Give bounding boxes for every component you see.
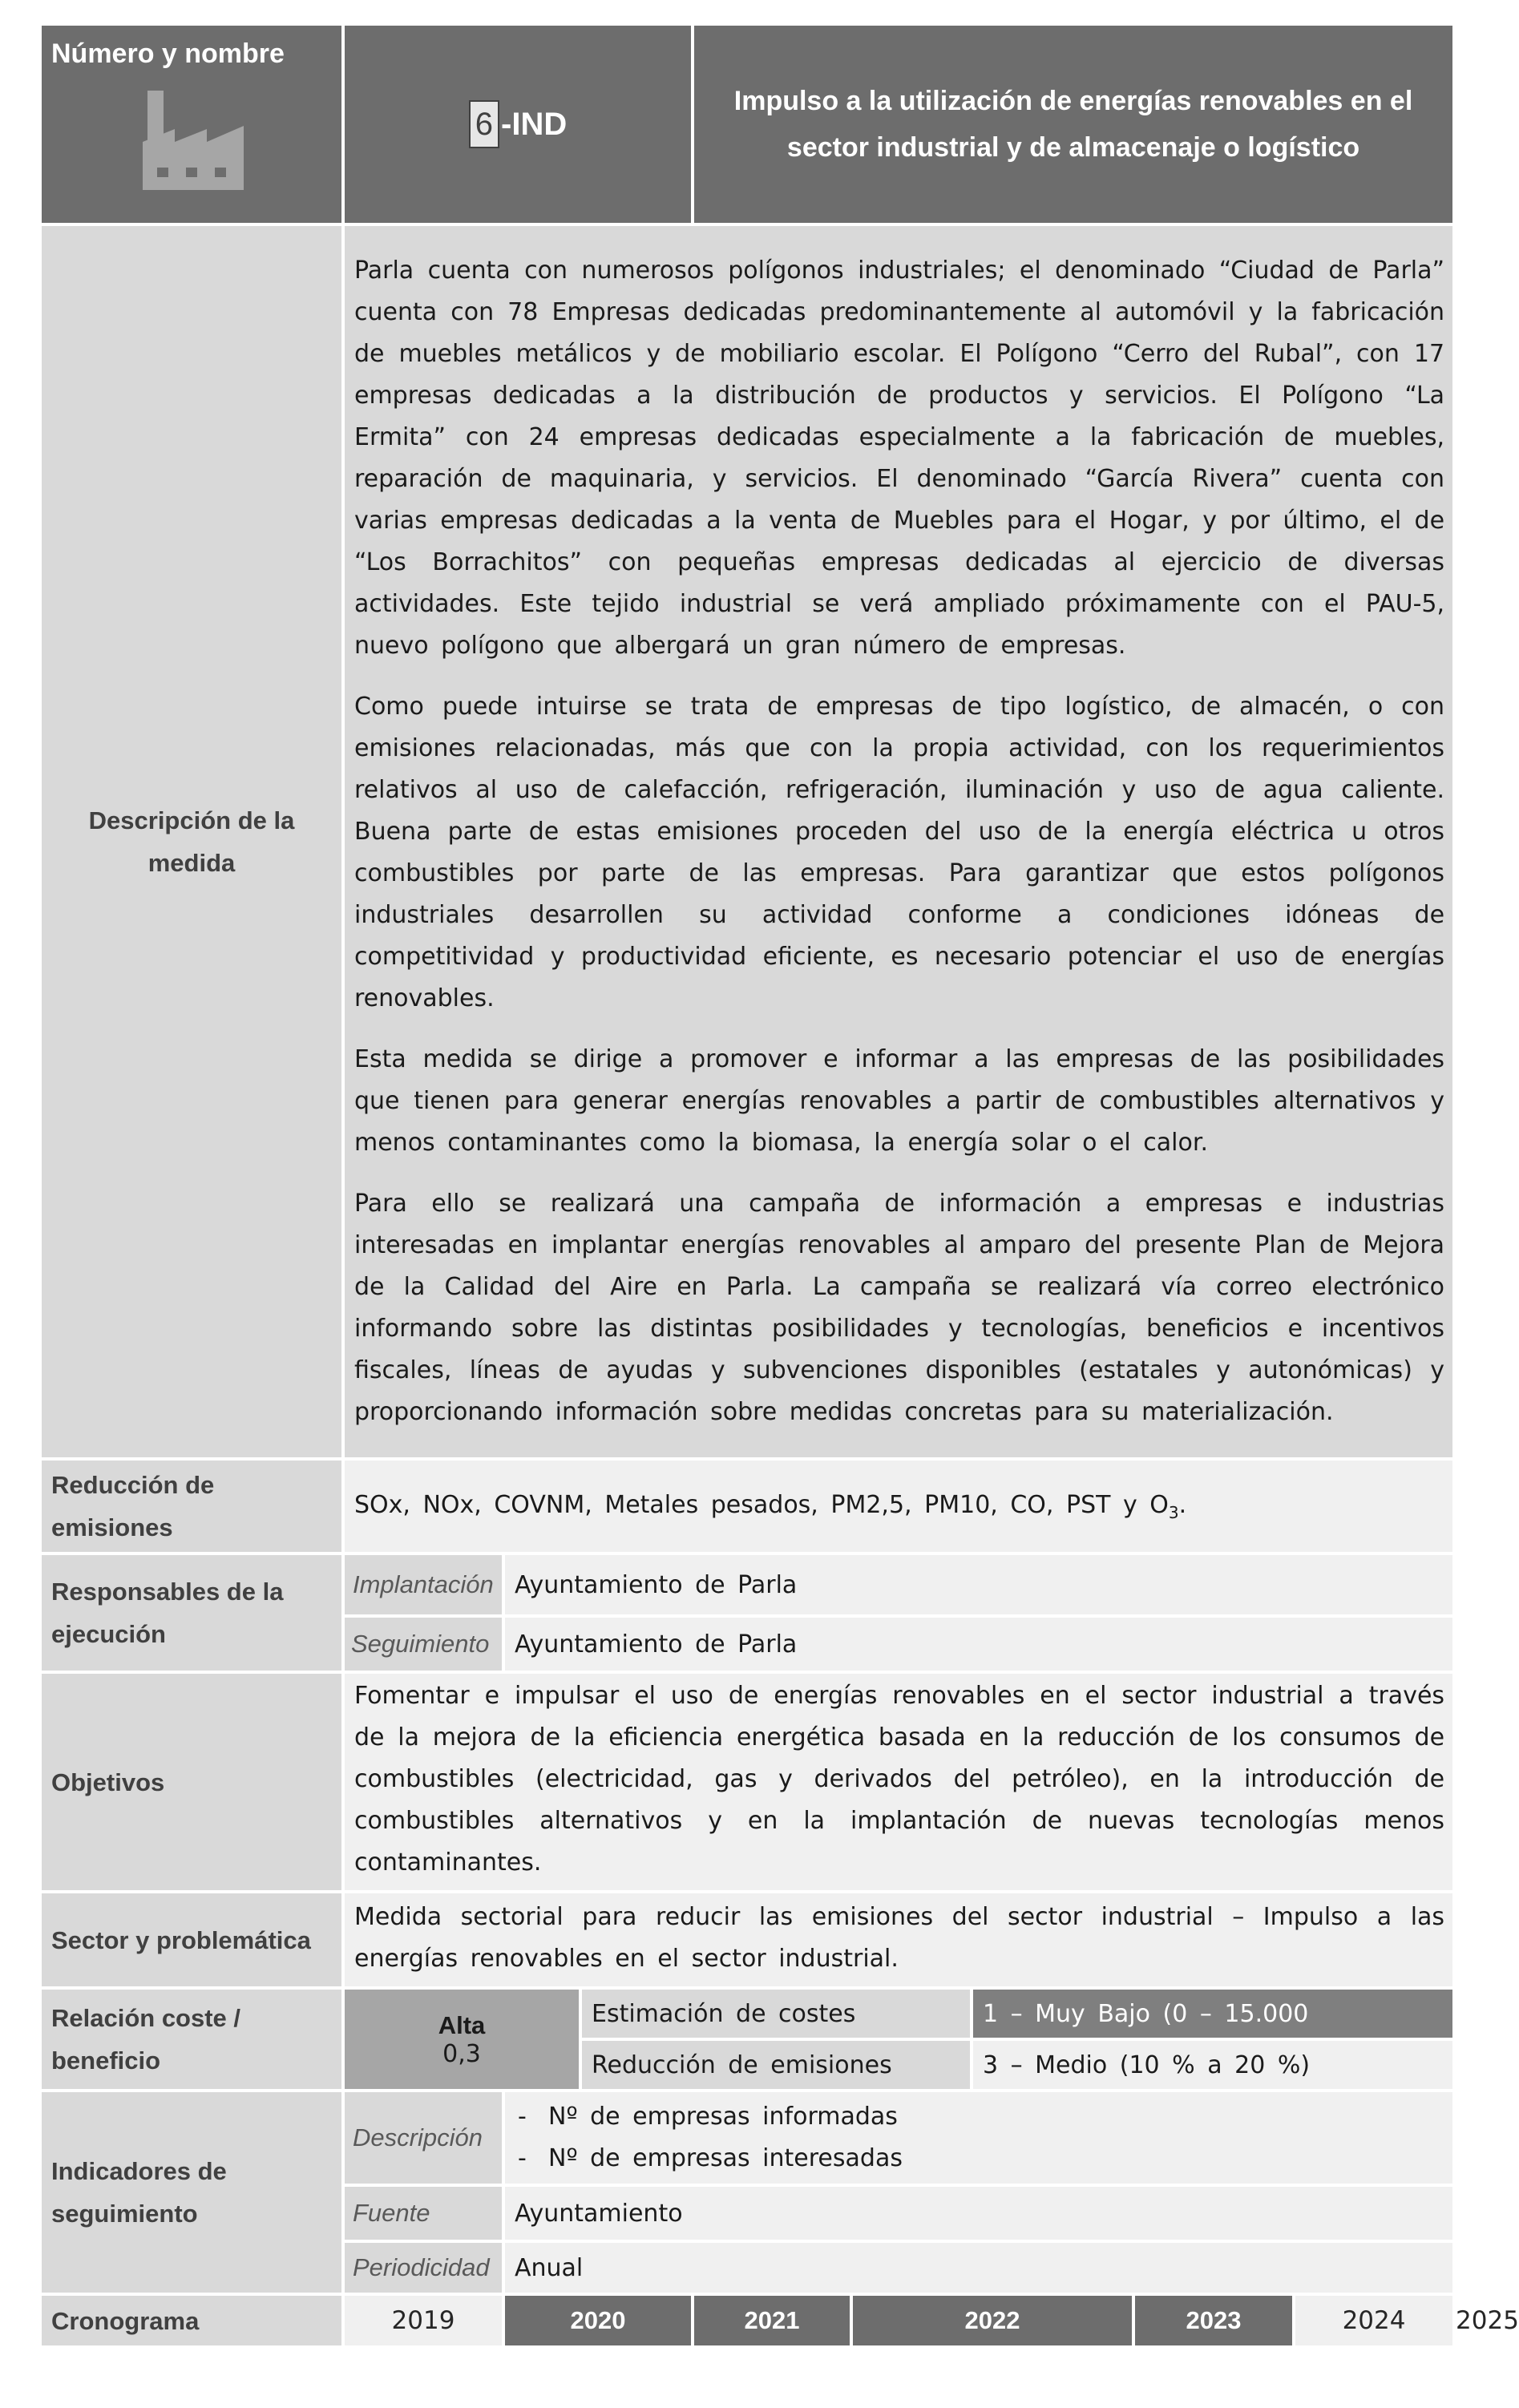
emissions-value: [343, 1459, 1454, 1553]
measure-sheet: [38, 22, 1519, 2349]
measure-title: Impulso a la utilización de energías renovables en el sector industrial y de almacenaje o logístico: [693, 24, 1454, 224]
description-paragraph: Como puede intuirse se trata de empresas de tipo logístico, de almacén, o con emisiones relacionadas, más que con la propia actividad, con los requerimientos relativos al uso de calefacción, refrigeración, iluminación y uso de agua caliente. Buena parte de estas emisiones proceden del uso de la energía eléctrica u otros combustibles por parte de las empresas. Para garantizar que estos polígonos industriales desarrollen su actividad conforme a condiciones idóneas de competitividad y productividad eficiente, es necesario potenciar el uso de energías renovables.: [354, 693, 1445, 1012]
emission-reduction-key: Reducción de emisiones: [580, 2039, 972, 2091]
emission-reduction-value: 3 – Medio (10 % a 20 %): [972, 2039, 1454, 2091]
code-suffix: -IND: [501, 107, 568, 142]
sector-text: Medida sectorial para reducir las emisiones del sector industrial – Impulso a las energías renovables en el sector industrial.: [343, 1892, 1454, 1988]
indicator-periodicity-key: Periodicidad: [343, 2241, 503, 2294]
indicator-source-value: Ayuntamiento: [503, 2185, 1454, 2241]
monitoring-value: Ayuntamiento de Parla: [503, 1616, 1454, 1672]
emissions-label: Reducción de emisiones: [40, 1459, 343, 1553]
monitoring-key: Seguimiento: [343, 1616, 503, 1672]
responsibles-label: Responsables de la ejecución: [40, 1553, 343, 1672]
implantation-value: Ayuntamiento de Parla: [503, 1553, 1454, 1616]
indicator-periodicity-value: Anual: [503, 2241, 1454, 2294]
year-cell: 2022: [851, 2294, 1133, 2347]
emissions-list: SOx, NOx, COVNM, Metales pesados, PM2,5, PM10, CO, PST y O: [354, 1490, 1169, 1519]
year-cell: 2020: [503, 2294, 693, 2347]
indicator-source-key: Fuente: [343, 2185, 503, 2241]
measure-code: [343, 24, 693, 224]
description-paragraph: Esta medida se dirige a promover e informar a las empresas de las posibilidades que tienen para generar energías renovables a partir de combustibles alternativos y menos contaminantes como la biomasa, la energía solar o el calor.: [354, 1045, 1445, 1157]
year-cell: 2021: [693, 2294, 851, 2347]
indicators-label: Indicadores de seguimiento: [40, 2091, 343, 2294]
description-paragraph: Para ello se realizará una campaña de información a empresas e industrias interesadas en implantar energías renovables al amparo del presente Plan de Mejora de la Calidad del Aire en Parla. La campaña se realizará vía correo electrónico informando sobre las distintas posibilidades y tecnologías, beneficios e incentivos fiscales, líneas de ayudas y subvenciones disponibles (estatales y autonómicas) y proporcionando información sobre medidas concretas para su materialización.: [354, 1190, 1445, 1426]
rating-level: Alta: [438, 2010, 486, 2039]
indicator-list: [505, 2096, 1452, 2180]
header-label-cell: [40, 24, 343, 224]
cost-benefit-label: Relación coste / beneficio: [40, 1988, 343, 2091]
objectives-text: Fomentar e impulsar el uso de energías renovables en el sector industrial a través de la mejora de la eficiencia energética basada en la reducción de los consumos de combustibles (electricidad, gas y derivados del petróleo), en la introducción de combustibles alternativos y en la implantación de nuevas tecnologías menos contaminantes.: [343, 1672, 1454, 1892]
list-item: - Nº de empresas interesadas: [505, 2138, 1452, 2180]
factory-icon: [143, 91, 247, 193]
year-cell: 2024: [1294, 2294, 1454, 2347]
year-cell: 2019: [343, 2294, 503, 2347]
description-label: Descripción de la medida: [40, 224, 343, 1459]
cost-benefit-rating: [343, 1988, 580, 2091]
header-label: Número y nombre: [51, 38, 285, 69]
measure-table: Número y nombre 6 -IND Impulso a la utilización de energías renovables en el sector industrial y de almacenaje o logístico Descripción de la medida Parla cuenta con numerosos polígonos industriales; el denominado “Ciudad de Parla” cuenta con 78 Empresas dedicadas predominantemente al automóvil y la fabricación de muebles metálicos y de mobiliario escolar. El Polígono “Cerro del Rubal”, con 17 empresas dedicadas a la distribución de productos y servicios. El Polígono “La Ermita” con 24 empresas dedicadas especialmente a la fabricación de muebles, reparación de maquinaria, y servicios. El denominado “García Rivera” cuenta con varias empresas dedicadas a la venta de Muebles para el Hogar, y por último, el de “Los Borrachitos” con pequeñas empresas dedicadas al ejercicio de diversas actividades. Este tejido industrial se verá ampliado próximamente con el PAU-5, nuevo polígono que albergará un gran número de empresas. Como puede intuirse se trata de empresas de tipo logístico, de almacén, o con emisiones relacionadas, más que con la propia actividad, con los requerimientos relativos al uso de calefacción, refrigeración, iluminación y uso de agua caliente. Buena parte de estas emisiones proceden del uso de la energía eléctrica u otros combustibles por parte de las empresas. Para garantizar que estos polígonos industriales desarrollen su actividad conforme a condiciones idóneas de competitividad y productividad eficiente, es necesario potenciar el uso de energías renovables. Esta medida se dirige a promover e informar a las empresas de las posibilidades que tienen para generar energías renovables a partir de combustibles alternativos y menos contaminantes como la biomasa, la energía solar o el calor. Para ello se realizará una campaña de información a empresas e industrias interesadas en implantar energías renovables al amparo del presente Plan de Mejora de la Calidad del Aire en Parla. La campaña se realizará vía correo electrónico informando sobre las distintas posibilidades y tecnologías, beneficios e incentivos fiscales, líneas de ayudas y subvenciones disponibles (estatales y autonómicas) y proporcionando información sobre medidas concretas para su materialización. Reducción de emisiones SOx, NOx, COVNM, Metales pesados, PM2,5, PM10, CO, PST y $O_3$. Responsables de la ejecución Implantación Ayuntamiento de Parla Seguimiento Ayuntamiento de Parla Objetivos Fomentar e impulsar el uso de energías renovables en el sector industrial a través de la mejora de la eficiencia energética basada en la reducción de los consumos de combustibles (electricidad, gas y derivados del petróleo), en la introducción de combustibles alternativos y en la implantación de nuevas tecnologías menos contaminantes. Sector y problemática Medida sectorial para reducir las emisiones del sector industrial – Impulso a las energías renovables en el sector industrial. Relación coste / beneficio Alta 0,3 Estimación de costes 1 – Muy Bajo (0 – 15.000 Reducción de emisiones 3 – Medio (10 % a 20 %) Indicadores de seguimiento Descripción - Nº de empresas informadas - Nº de empresas interesadas Fuente Ayuntamiento Periodicidad Anual Cronograma 2019 2020 2021 2022 2023 2024 2025: [38, 22, 1456, 2349]
indicator-description-value: [503, 2091, 1454, 2185]
objectives-label: Objetivos: [40, 1672, 343, 1892]
description-text: [343, 224, 1454, 1459]
list-item: - Nº de empresas informadas: [505, 2096, 1452, 2138]
year-cell: 2023: [1133, 2294, 1294, 2347]
emissions-subscript: 3: [1168, 1502, 1179, 1522]
cost-estimate-key: Estimación de costes: [580, 1988, 972, 2039]
description-paragraph: Parla cuenta con numerosos polígonos industriales; el denominado “Ciudad de Parla” cuenta con 78 Empresas dedicadas predominantemente al automóvil y la fabricación de muebles metálicos y de mobiliario escolar. El Polígono “Cerro del Rubal”, con 17 empresas dedicadas a la distribución de productos y servicios. El Polígono “La Ermita” con 24 empresas dedicadas especialmente a la fabricación de muebles, reparación de maquinaria, y servicios. El denominado “García Rivera” cuenta con varias empresas dedicadas a la venta de Muebles para el Hogar, y por último, el de “Los Borrachitos” con pequeñas empresas dedicadas al ejercicio de diversas actividades. Este tejido industrial se verá ampliado próximamente con el PAU-5, nuevo polígono que albergará un gran número de empresas.: [354, 257, 1445, 660]
rating-ratio: 0,3: [442, 2039, 481, 2068]
schedule-label: Cronograma: [40, 2294, 343, 2347]
cost-estimate-value: 1 – Muy Bajo (0 – 15.000: [972, 1988, 1454, 2039]
emissions-suffix: .: [1178, 1490, 1187, 1519]
code-number: 6: [469, 100, 499, 148]
indicator-description-key: Descripción: [343, 2091, 503, 2185]
implantation-key: Implantación: [343, 1553, 503, 1616]
sector-label: Sector y problemática: [40, 1892, 343, 1988]
